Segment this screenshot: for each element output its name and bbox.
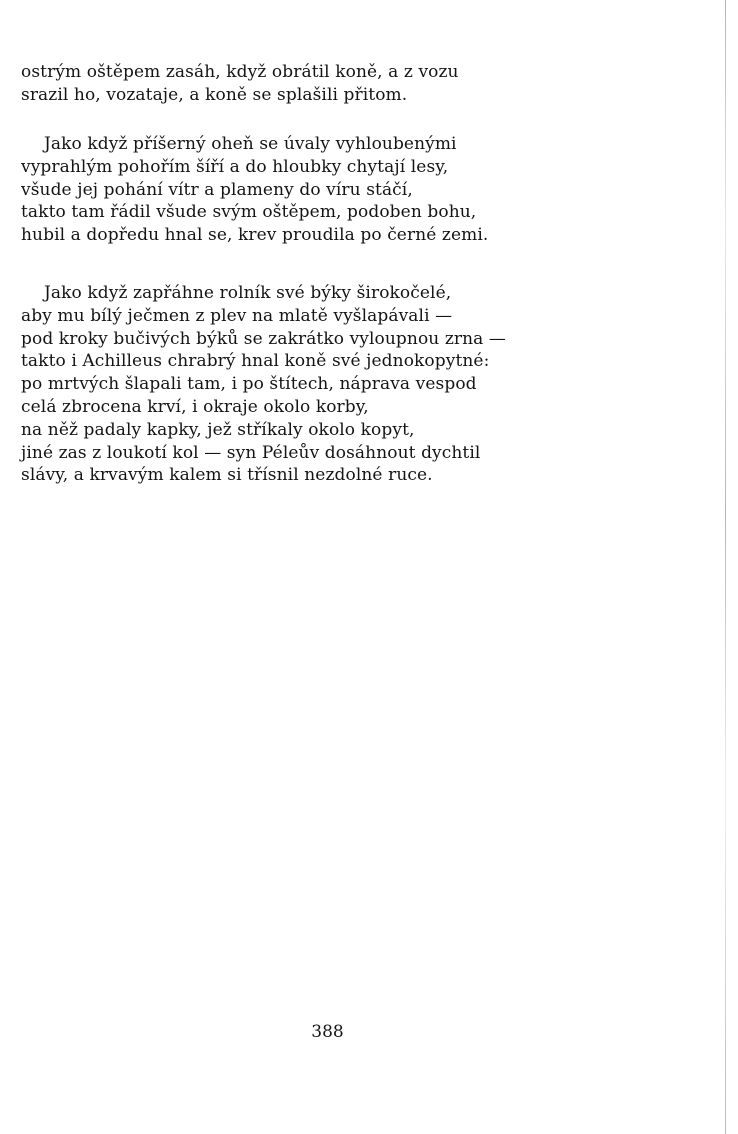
verse-line: aby mu bílý ječmen z plev na mlatě vyšlapávali — — [21, 305, 453, 326]
verse-line: jiné zas z loukotí kol — syn Péleův dosáhnout dychtil — [21, 442, 481, 463]
verse-line: Jako když příšerný oheň se úvaly vyhloubenými — [44, 134, 457, 154]
stanza-1 — [21, 61, 459, 107]
verse-line: na něž padaly kapky, jež stříkaly okolo kopyt, — [21, 419, 415, 440]
verse-line: takto i Achilleus chrabrý hnal koně své jednokopytné: — [21, 351, 490, 372]
page-edge-shadow — [725, 0, 727, 1134]
verse-line: celá zbrocena krví, i okraje okolo korby, — [21, 396, 369, 417]
verse-line: hubil a dopředu hnal se, krev proudila po černé zemi. — [21, 225, 489, 246]
verse-line: po mrtvých šlapali tam, i po štítech, náprava vespod — [21, 374, 477, 395]
verse-line: slávy, a krvavým kalem si třísnil nezdolné ruce. — [21, 465, 433, 486]
verse-line: Jako když zapřáhne rolník své býky širokočelé, — [44, 283, 452, 303]
stanza-2 — [21, 133, 488, 247]
verse-line: vyprahlým pohořím šíří a do hloubky chytají lesy, — [21, 156, 449, 177]
page-number: 388 — [311, 1022, 344, 1042]
verse-line: pod kroky bučivých býků se zakrátko vyloupnou zrna — — [21, 328, 507, 349]
verse-line: srazil ho, vozataje, a koně se splašili přitom. — [21, 84, 408, 105]
stanza-3 — [21, 282, 506, 487]
verse-line: ostrým oštěpem zasáh, když obrátil koně, a z vozu — [21, 62, 459, 82]
verse-line: všude jej pohání vítr a plameny do víru stáčí, — [21, 179, 413, 200]
verse-line: takto tam řádil všude svým oštěpem, podoben bohu, — [21, 202, 477, 223]
